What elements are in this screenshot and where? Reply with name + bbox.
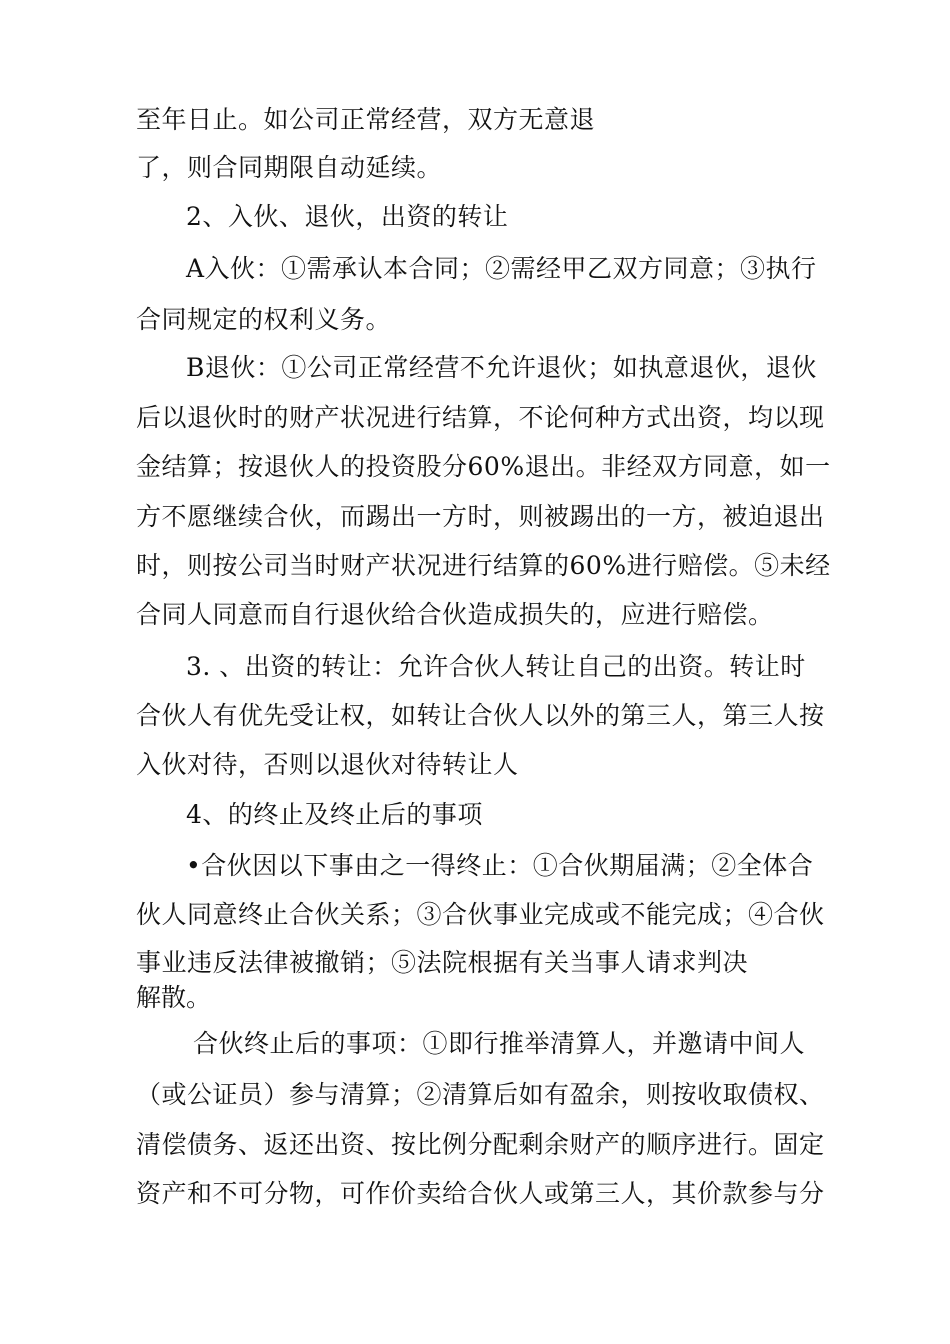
section-heading-2: 2、入伙、退伙，出资的转让	[186, 202, 509, 231]
text-line-exit-cont-3: 方不愿继续合伙，而踢出一方时，则被踢出的一方，被迫退出	[136, 502, 825, 531]
text-line-exit-cont-2: 金结算；按退伙人的投资股分60%退出。非经双方同意，如一	[136, 452, 831, 481]
text-line-after-termination-cont-2: 清偿债务、返还出资、按比例分配剩余财产的顺序进行。固定	[136, 1130, 825, 1159]
text-line-1: 至年日止。如公司正常经营，双方无意退	[136, 105, 596, 134]
text-line-exit-cont-4: 时，则按公司当时财产状况进行结算的60%进行赔偿。⑤未经	[136, 551, 831, 580]
text-line-termination-cont-1: 伙人同意终止合伙关系；③合伙事业完成或不能完成；④合伙	[136, 900, 825, 929]
text-line-transfer-cont-2: 入伙对待，否则以退伙对待转让人	[136, 750, 519, 779]
text-line-termination-cont-2: 事业违反法律被撤销；⑤法院根据有关当事人请求判决	[136, 948, 749, 977]
text-line-exit-cont-1: 后以退伙时的财产状况进行结算，不论何种方式出资，均以现	[136, 403, 825, 432]
text-line-transfer-cont-1: 合伙人有优先受让权，如转让合伙人以外的第三人，第三人按	[136, 701, 825, 730]
text-line-after-termination-cont-1: （或公证员）参与清算；②清算后如有盈余，则按收取债权、	[136, 1080, 825, 1109]
text-line-after-termination-cont-3: 资产和不可分物，可作价卖给合伙人或第三人，其价款参与分	[136, 1179, 825, 1208]
text-line-join: A入伙：①需承认本合同；②需经甲乙双方同意；③执行	[186, 254, 817, 283]
section-heading-4: 4、的终止及终止后的事项	[186, 800, 483, 829]
text-line-after-termination: 合伙终止后的事项：①即行推举清算人，并邀请中间人	[193, 1029, 806, 1058]
text-line-exit: B退伙：①公司正常经营不允许退伙；如执意退伙，退伙	[186, 353, 817, 382]
section-heading-3: 3. 、出资的转让：允许合伙人转让自己的出资。转让时	[186, 652, 806, 681]
text-line-termination: •合伙因以下事由之一得终止：①合伙期届满；②全体合	[186, 851, 814, 880]
text-line-join-cont: 合同规定的权利义务。	[136, 305, 392, 334]
text-line-exit-cont-5: 合同人同意而自行退伙给合伙造成损失的，应进行赔偿。	[136, 600, 774, 629]
text-line-2: 了，则合同期限自动延续。	[136, 153, 443, 182]
text-line-termination-cont-3: 解散。	[136, 983, 212, 1012]
